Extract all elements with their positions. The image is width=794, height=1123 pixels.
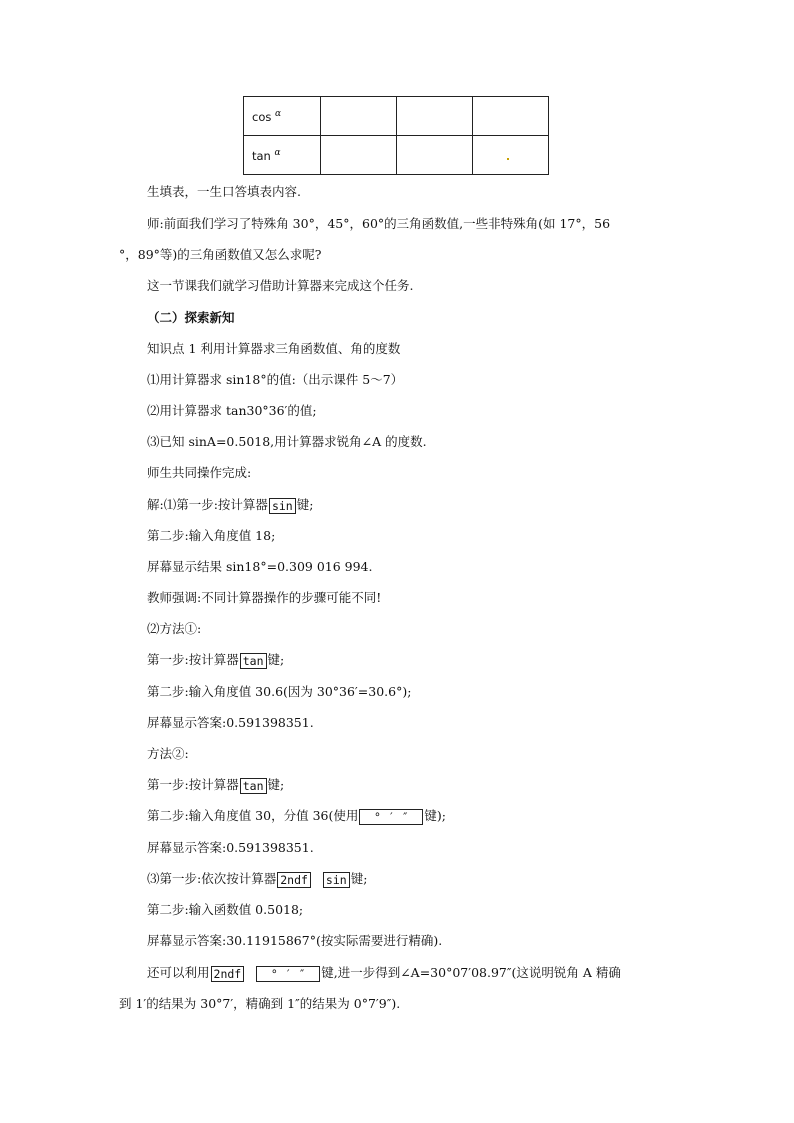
- text-span: 键;: [350, 871, 368, 886]
- text-line: 屏幕显示答案:30.11915867°(按实际需要进行精确).: [147, 933, 443, 948]
- text-line: [147, 965, 621, 982]
- table-cell-tan: [244, 136, 321, 175]
- text-line: [147, 497, 313, 514]
- text-span: ⑶第一步:依次按计算器: [147, 871, 277, 886]
- text-span: 键;: [296, 497, 314, 512]
- text-line: 第二步:输入角度值 30.6(因为 30°36′=30.6°);: [147, 684, 412, 699]
- text-line: 师生共同操作完成:: [147, 465, 252, 480]
- text-line: ⑴用计算器求 sin18°的值:（出示课件 5～7）: [147, 372, 404, 387]
- text-line: 这一节课我们就学习借助计算器来完成这个任务.: [147, 278, 414, 293]
- table-cell: [397, 97, 473, 136]
- 2ndf-key: 2ndf: [277, 872, 311, 888]
- trig-table: [243, 96, 549, 175]
- tan-key: tan: [240, 778, 267, 794]
- sin-key: sin: [269, 498, 296, 514]
- degree-minute-second-key: ° ′ ″: [359, 809, 423, 825]
- func-name: cos: [252, 109, 272, 124]
- table-row: [244, 136, 549, 175]
- text-line: [147, 652, 284, 669]
- text-line: 生填表，一生口答填表内容.: [147, 184, 301, 199]
- text-line: ⑶已知 sinA=0.5018,用计算器求锐角∠A 的度数.: [147, 434, 427, 449]
- text-span: 第一步:按计算器: [147, 652, 239, 667]
- text-span: 还可以利用: [147, 965, 210, 980]
- text-span: 第一步:按计算器: [147, 777, 239, 792]
- text-line: °，89°等)的三角函数值又怎么求呢?: [119, 247, 322, 262]
- text-span: 解:⑴第一步:按计算器: [147, 497, 268, 512]
- text-line: 屏幕显示答案:0.591398351.: [147, 840, 314, 855]
- text-span: 键;: [267, 777, 285, 792]
- var-name: α: [275, 108, 282, 119]
- text-line: 教师强调:不同计算器操作的步骤可能不同!: [147, 590, 382, 605]
- func-name: tan: [252, 148, 271, 163]
- text-span: 键,进一步得到∠A=30°07′08.97″(这说明锐角 A 精确: [321, 965, 621, 980]
- text-line: [147, 808, 446, 825]
- text-line: 第二步:输入角度值 18;: [147, 528, 276, 543]
- text-line: ⑵用计算器求 tan30°36′的值;: [147, 403, 317, 418]
- text-span: 第二步:输入角度值 30，分值 36(使用: [147, 808, 359, 823]
- table-cell: [473, 97, 549, 136]
- 2ndf-key: 2ndf: [211, 966, 245, 982]
- table-cell: [397, 136, 473, 175]
- text-span: 键);: [424, 808, 446, 823]
- text-line: 师:前面我们学习了特殊角 30°，45°，60°的三角函数值,一些非特殊角(如 17°，56: [147, 216, 611, 231]
- text-line: [147, 871, 367, 888]
- var-name: α: [274, 147, 281, 158]
- text-span: 键;: [267, 652, 285, 667]
- text-line: 知识点 1 利用计算器求三角函数值、角的度数: [147, 341, 401, 356]
- text-line: 方法②:: [147, 746, 189, 761]
- degree-minute-second-key: ° ′ ″: [256, 966, 320, 982]
- table-row: [244, 97, 549, 136]
- text-line: ⑵方法①:: [147, 621, 202, 636]
- table-cell: [321, 97, 397, 136]
- table-cell: [473, 136, 549, 175]
- table-cell: [321, 136, 397, 175]
- text-line: 屏幕显示答案:0.591398351.: [147, 715, 314, 730]
- text-line: 到 1′的结果为 30°7′，精确到 1″的结果为 0°7′9″).: [119, 996, 401, 1011]
- sin-key: sin: [323, 872, 350, 888]
- table-cell-cos: [244, 97, 321, 136]
- text-line: 屏幕显示结果 sin18°=0.309 016 994.: [147, 559, 373, 574]
- text-line: [147, 777, 284, 794]
- tan-key: tan: [240, 653, 267, 669]
- stray-dot: [507, 158, 509, 160]
- text-line: 第二步:输入函数值 0.5018;: [147, 902, 304, 917]
- section-heading: （二）探索新知: [147, 310, 235, 325]
